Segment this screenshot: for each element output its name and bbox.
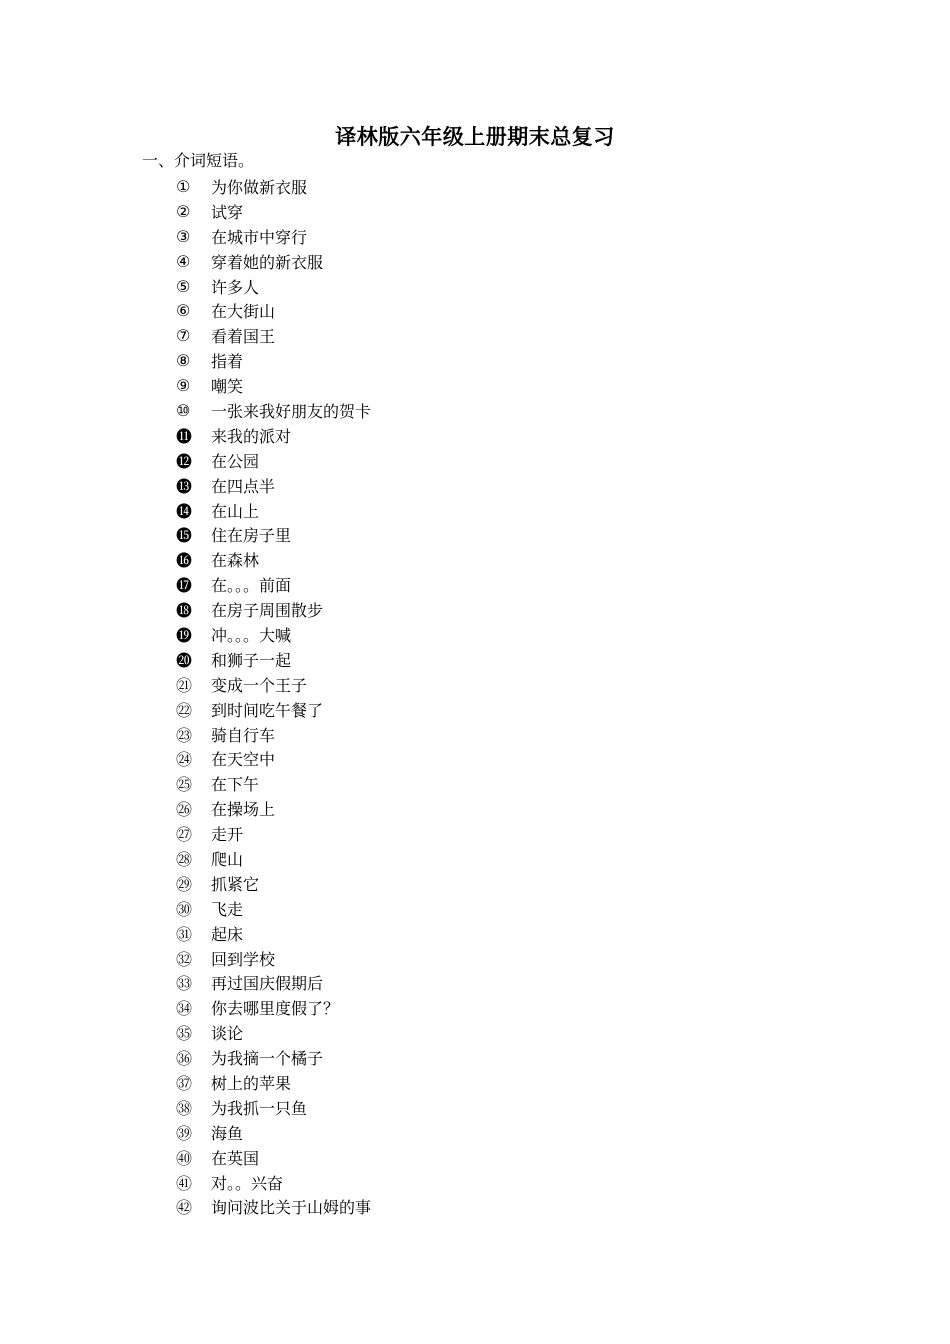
item-text: 骑自行车 <box>211 725 276 745</box>
item-number: ㊱ <box>176 1049 193 1069</box>
list-item <box>176 249 371 274</box>
phrase-list <box>176 174 371 1219</box>
item-text: 到时间吃午餐了 <box>211 700 324 720</box>
item-number: ㉓ <box>176 725 193 745</box>
item-text: 为我摘一个橘子 <box>211 1049 324 1069</box>
list-item <box>176 1120 371 1145</box>
item-number: ㊵ <box>176 1148 193 1168</box>
item-text: 试穿 <box>211 202 244 222</box>
item-number: ㊶ <box>176 1173 193 1193</box>
list-item <box>176 1095 371 1120</box>
list-item <box>176 697 371 722</box>
item-number: ⓯ <box>176 526 193 546</box>
item-number: ⑤ <box>176 276 191 296</box>
list-item <box>176 1195 371 1220</box>
item-number: ㉞ <box>176 999 193 1019</box>
item-text: 变成一个王子 <box>211 675 308 695</box>
list-item <box>176 323 371 348</box>
item-text: 住在房子里 <box>211 526 292 546</box>
item-number: ㊲ <box>176 1074 193 1093</box>
list-item <box>176 348 371 373</box>
item-text: 在四点半 <box>211 476 276 496</box>
item-number: ⓳ <box>176 625 193 645</box>
list-item <box>176 995 371 1020</box>
item-number: ④ <box>176 251 191 271</box>
item-text: 在操场上 <box>211 800 276 820</box>
item-text: 谈论 <box>211 1024 244 1044</box>
list-item <box>176 746 371 771</box>
item-number: ⑨ <box>176 376 191 396</box>
list-item <box>176 1020 371 1045</box>
item-number: ② <box>176 201 191 221</box>
item-number: ⓲ <box>176 601 193 621</box>
item-text: 飞走 <box>211 899 244 919</box>
list-item <box>176 771 371 796</box>
item-number: ㉖ <box>176 800 193 820</box>
list-item <box>176 946 371 971</box>
item-number: ㉜ <box>176 949 193 969</box>
item-number: ⑧ <box>176 351 191 371</box>
item-number: ㉘ <box>176 849 193 869</box>
list-item <box>176 1045 371 1070</box>
item-text: 抓紧它 <box>211 874 260 894</box>
item-number: ① <box>176 176 191 196</box>
item-text: 嘲笑 <box>211 377 244 397</box>
list-item <box>176 174 371 199</box>
list-item <box>176 597 371 622</box>
item-text: 在大街山 <box>211 302 276 322</box>
list-item <box>176 647 371 672</box>
item-number: ㉙ <box>176 874 193 894</box>
item-number: ⓱ <box>176 576 193 596</box>
item-number: ㉛ <box>176 924 193 944</box>
item-number: ⑩ <box>176 400 191 420</box>
page-title: 译林版六年级上册期末总复习 <box>335 124 615 149</box>
list-item <box>176 298 371 323</box>
list-item <box>176 274 371 299</box>
item-text: 在山上 <box>211 501 260 521</box>
item-text: 回到学校 <box>211 949 276 969</box>
item-text: 海鱼 <box>211 1123 244 1143</box>
item-number: ⑦ <box>176 326 191 346</box>
list-item <box>176 522 371 547</box>
item-number: ㉗ <box>176 825 193 845</box>
list-item <box>176 224 371 249</box>
list-item <box>176 473 371 498</box>
list-item <box>176 846 371 871</box>
item-text: 在天空中 <box>211 750 276 770</box>
item-number: ㉔ <box>176 750 193 770</box>
item-number: ㊳ <box>176 1098 193 1118</box>
item-text: 看着国王 <box>211 327 276 347</box>
section-heading: 一、介词短语。 <box>142 151 255 170</box>
item-text: 在森林 <box>211 551 260 571</box>
list-item <box>176 199 371 224</box>
list-item <box>176 971 371 996</box>
item-text: 指着 <box>211 352 244 372</box>
list-item <box>176 547 371 572</box>
list-item <box>176 1170 371 1195</box>
item-text: 再过国庆假期后 <box>211 974 324 994</box>
item-text: 爬山 <box>211 849 244 869</box>
item-number: ㉝ <box>176 974 193 994</box>
item-text: 许多人 <box>211 277 260 297</box>
list-item <box>176 1145 371 1170</box>
item-number: ⓰ <box>176 551 193 571</box>
list-item <box>176 821 371 846</box>
item-text: 穿着她的新衣服 <box>211 252 324 272</box>
list-item <box>176 722 371 747</box>
item-text: 树上的苹果 <box>211 1074 292 1093</box>
item-number: ⓴ <box>176 650 193 670</box>
item-number: ㉟ <box>176 1024 193 1044</box>
item-text: 在。。。前面 <box>211 576 292 596</box>
item-text: 在下午 <box>211 775 260 795</box>
list-item <box>176 896 371 921</box>
list-item <box>176 921 371 946</box>
item-text: 和狮子一起 <box>211 650 292 670</box>
item-text: 在公园 <box>211 451 260 471</box>
item-number: ㉒ <box>176 700 193 720</box>
list-item <box>176 398 371 423</box>
item-number: ⓮ <box>176 501 193 521</box>
list-item <box>176 622 371 647</box>
item-text: 起床 <box>211 924 244 944</box>
item-text: 走开 <box>211 825 244 845</box>
item-text: 在房子周围散步 <box>211 601 324 621</box>
item-number: ㊷ <box>176 1198 193 1218</box>
item-number: ⑥ <box>176 301 191 321</box>
list-item <box>176 672 371 697</box>
item-text: 为我抓一只鱼 <box>211 1098 308 1118</box>
item-text: 在城市中穿行 <box>211 227 308 247</box>
item-number: ⓭ <box>176 476 193 496</box>
list-item <box>176 498 371 523</box>
item-number: ⓫ <box>176 426 193 446</box>
item-text: 一张来我好朋友的贺卡 <box>211 401 372 421</box>
item-text: 冲。。。大喊 <box>211 625 292 645</box>
list-item <box>176 1070 371 1095</box>
item-number: ③ <box>176 226 191 246</box>
item-text: 对。。兴奋 <box>211 1173 284 1193</box>
item-text: 来我的派对 <box>211 426 292 446</box>
item-number: ㉚ <box>176 899 193 919</box>
list-item <box>176 796 371 821</box>
item-text: 询问波比关于山姆的事 <box>211 1198 372 1218</box>
item-text: 为你做新衣服 <box>211 177 308 197</box>
list-item <box>176 572 371 597</box>
item-text: 在英国 <box>211 1148 260 1168</box>
list-item <box>176 448 371 473</box>
list-item <box>176 373 371 398</box>
item-number: ⓬ <box>176 451 193 471</box>
list-item <box>176 423 371 448</box>
item-number: ㊴ <box>176 1123 193 1143</box>
item-number: ㉑ <box>176 675 193 695</box>
item-text: 你去哪里度假了？ <box>211 999 340 1019</box>
list-item <box>176 871 371 896</box>
item-number: ㉕ <box>176 775 193 795</box>
